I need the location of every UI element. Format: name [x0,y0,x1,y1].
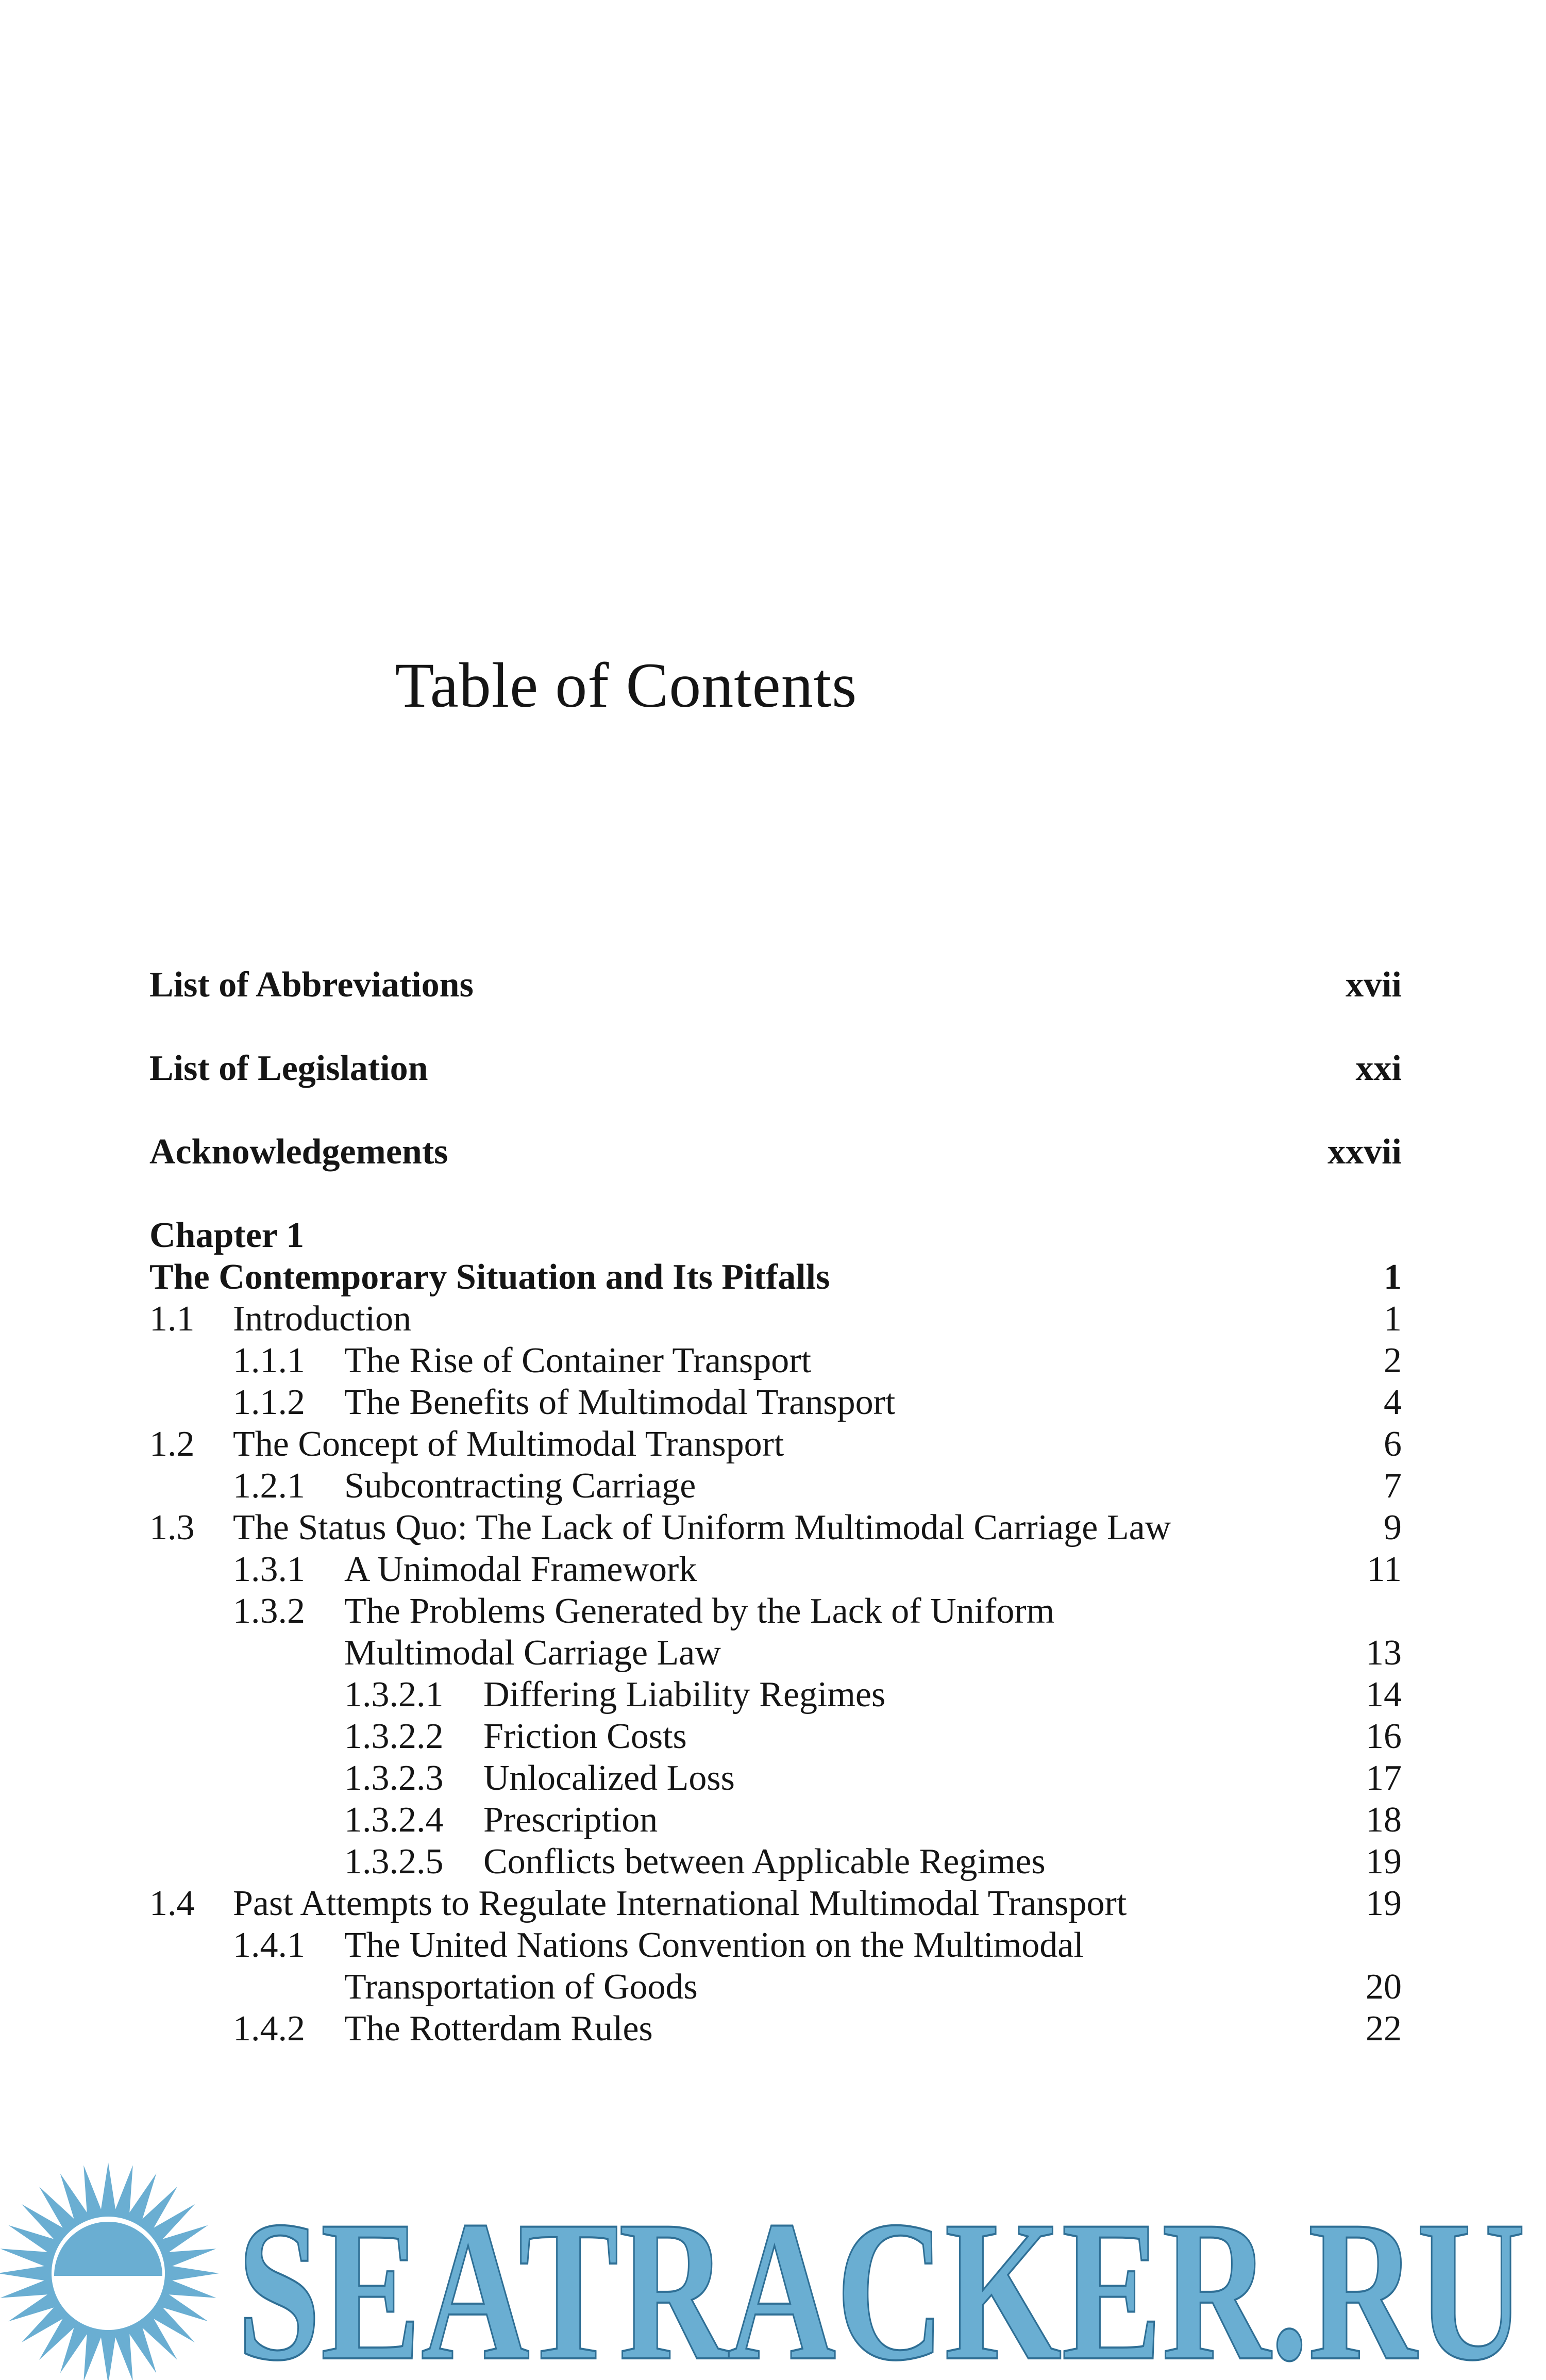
toc-entry-legislation[interactable] [149,1047,1402,1089]
toc-page-number: 6 [1384,1424,1402,1464]
section-title: Transportation of Goods [344,1967,698,2007]
section-number: 1.3 [149,1508,195,1547]
toc-entry-chapter-1[interactable] [149,1256,1402,1298]
section-number: 1.1.1 [233,1341,305,1380]
toc-entry-1-4[interactable] [149,1883,1402,1924]
toc-page-number: xxvii [1327,1132,1402,1172]
toc-entry-1-3-2[interactable] [149,1590,1402,1632]
section-title: The Concept of Multimodal Transport [233,1424,784,1464]
section-number: 1.1.2 [233,1383,305,1422]
section-number: 1.3.2 [233,1591,305,1631]
toc-entry-label: Acknowledgements [149,1132,448,1172]
toc-entry-1-3-1[interactable] [149,1549,1402,1590]
section-title: Unlocalized Loss [483,1758,735,1798]
toc-page-number: 11 [1367,1550,1402,1589]
toc-page-number: 13 [1366,1633,1402,1673]
section-number: 1.3.1 [233,1550,305,1589]
chapter-number: Chapter 1 [149,1216,305,1255]
watermark-text: SEATRACKER.RU [237,2179,1525,2380]
section-title: Multimodal Carriage Law [344,1633,721,1673]
chapter-title: The Contemporary Situation and Its Pitfalls [149,1257,830,1297]
section-title: Differing Liability Regimes [483,1675,886,1715]
section-number: 1.1 [149,1299,195,1339]
toc-entry-1-1[interactable] [149,1298,1402,1340]
section-number: 1.4.2 [233,2009,305,2049]
toc-page-number: 9 [1384,1508,1402,1547]
toc-page-number: 20 [1366,1967,1402,2007]
toc-page-number: 4 [1384,1383,1402,1422]
section-number: 1.3.2.4 [344,1800,444,1840]
toc-entry-1-3-2-3[interactable] [149,1757,1402,1799]
toc-entry-1-3-2-2[interactable] [149,1716,1402,1757]
section-number: 1.3.2.1 [344,1675,444,1715]
toc-entry-1-3-2-1[interactable] [149,1674,1402,1716]
section-title: The United Nations Convention on the Multimodal [344,1925,1084,1965]
section-title: A Unimodal Framework [344,1550,697,1589]
toc-page-number: 17 [1366,1758,1402,1798]
section-number: 1.3.2.2 [344,1717,444,1756]
section-title: The Rotterdam Rules [344,2009,653,2049]
toc-entry-1-2[interactable] [149,1423,1402,1465]
section-number: 1.4.1 [233,1925,305,1965]
section-number: 1.2 [149,1424,195,1464]
toc-page-number: 1 [1384,1299,1402,1339]
toc-page-number: 19 [1366,1842,1402,1882]
toc-page-number: 18 [1366,1800,1402,1840]
toc-page-number: xxi [1355,1048,1402,1088]
toc-page-number: 7 [1384,1466,1402,1506]
section-title: The Problems Generated by the Lack of Uniform [344,1591,1055,1631]
toc-page-number: 19 [1366,1884,1402,1923]
toc-page-number: 16 [1366,1717,1402,1756]
toc-page-number: 14 [1366,1675,1402,1715]
section-title: Subcontracting Carriage [344,1466,696,1506]
chapter-heading [149,1214,1402,1256]
toc-page-number: 2 [1384,1341,1402,1380]
section-title: The Rise of Container Transport [344,1341,812,1380]
section-number: 1.2.1 [233,1466,305,1506]
page-title: Table of Contents [395,650,858,721]
toc-entry-1-4-1[interactable] [149,1924,1402,1966]
section-title: Prescription [483,1800,658,1840]
toc-entry-1-2-1[interactable] [149,1465,1402,1507]
section-title: Friction Costs [483,1717,687,1756]
sun-logo-icon [0,2162,219,2380]
table-of-contents [149,964,1402,2050]
toc-entry-abbreviations[interactable] [149,964,1402,1006]
toc-entry-1-3-2-5[interactable] [149,1841,1402,1883]
toc-entry-1-3-2-continued[interactable] [149,1632,1402,1674]
section-title: Conflicts between Applicable Regimes [483,1842,1046,1882]
section-title: Introduction [233,1299,412,1339]
section-number: 1.4 [149,1884,195,1923]
toc-page-number: 22 [1366,2009,1402,2049]
toc-page-number: xvii [1346,965,1402,1005]
toc-entry-1-4-1-continued[interactable] [149,1966,1402,2008]
toc-entry-acknowledgements[interactable] [149,1131,1402,1173]
toc-entry-label: List of Legislation [149,1048,428,1088]
toc-entry-1-4-2[interactable] [149,2008,1402,2050]
watermark [0,2155,1546,2380]
section-number: 1.3.2.3 [344,1758,444,1798]
toc-entry-1-1-1[interactable] [149,1340,1402,1382]
toc-entry-1-1-2[interactable] [149,1382,1402,1423]
section-number: 1.3.2.5 [344,1842,444,1882]
section-title: The Benefits of Multimodal Transport [344,1383,896,1422]
section-title: Past Attempts to Regulate International Multimodal Transport [233,1884,1127,1923]
toc-entry-1-3-2-4[interactable] [149,1799,1402,1841]
toc-entry-1-3[interactable] [149,1507,1402,1549]
toc-entry-label: List of Abbreviations [149,965,474,1005]
section-title: The Status Quo: The Lack of Uniform Multimodal Carriage Law [233,1508,1171,1547]
toc-page-number: 1 [1384,1257,1402,1297]
